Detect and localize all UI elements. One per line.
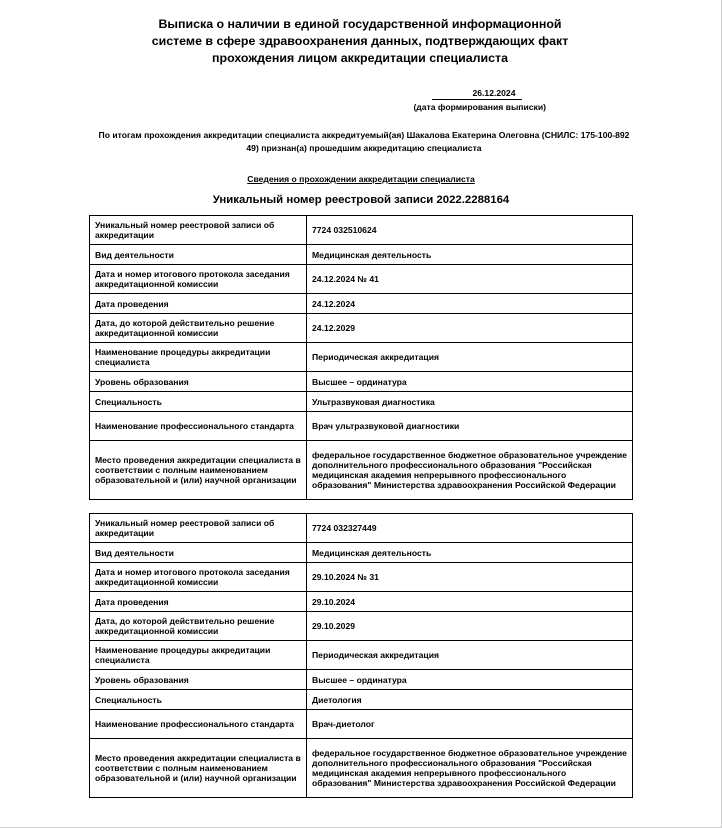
- table-row: [90, 514, 633, 543]
- table-row: [90, 441, 633, 500]
- table-row: [90, 710, 633, 739]
- row-value: Высшее – ординатура: [307, 372, 633, 392]
- row-value: Врач ультразвуковой диагностики: [307, 412, 633, 441]
- accreditation-result-text: По итогам прохождения аккредитации специалиста аккредитуемый(ая) Шакалова Екатерина Олеговна (СНИЛС: 175-100-892 49) признан(а) прошедшим аккредитацию специалиста: [98, 130, 630, 153]
- issue-date-caption: (дата формирования выписки): [413, 102, 546, 112]
- row-value: 24.12.2024 № 41: [307, 265, 633, 294]
- row-value: Медицинская деятельность: [307, 543, 633, 563]
- row-value: федеральное государственное бюджетное образовательное учреждение дополнительного профессионального образования "Российская медицинская академия непрерывного профессионального образования" Министерства здравоохранения Российской Федерации: [307, 441, 633, 500]
- row-value: Диетология: [307, 690, 633, 710]
- issue-date-block: [400, 88, 554, 112]
- row-value: Врач-диетолог: [307, 710, 633, 739]
- row-value: Высшее – ординатура: [307, 670, 633, 690]
- table-row: [90, 412, 633, 441]
- row-value: 29.10.2024: [307, 592, 633, 612]
- table-row: [90, 563, 633, 592]
- row-label: Уникальный номер реестровой записи об аккредитации: [90, 216, 307, 245]
- table-row: [90, 314, 633, 343]
- row-value: 24.12.2024: [307, 294, 633, 314]
- row-value: 29.10.2024 № 31: [307, 563, 633, 592]
- row-label: Наименование процедуры аккредитации специалиста: [90, 641, 307, 670]
- section-title: Сведения о прохождении аккредитации специалиста: [247, 174, 475, 184]
- row-label: Место проведения аккредитации специалиста в соответствии с полным наименованием образовательной и (или) научной организации: [90, 441, 307, 500]
- row-label: Место проведения аккредитации специалиста в соответствии с полным наименованием образовательной и (или) научной организации: [90, 739, 307, 798]
- row-label: Дата проведения: [90, 294, 307, 314]
- title-line: системе в сфере здравоохранения данных, подтверждающих факт: [151, 34, 569, 48]
- row-value: 24.12.2029: [307, 314, 633, 343]
- row-label: Дата проведения: [90, 592, 307, 612]
- row-label: Вид деятельности: [90, 543, 307, 563]
- table-row: [90, 612, 633, 641]
- row-label: Дата и номер итогового протокола заседания аккредитационной комиссии: [90, 265, 307, 294]
- document-title: [120, 16, 600, 67]
- table-row: [90, 294, 633, 314]
- registry-heading: Уникальный номер реестровой записи 2022.2288164: [212, 194, 510, 206]
- table-row: [90, 739, 633, 798]
- row-value: 7724 032510624: [307, 216, 633, 245]
- row-value: Периодическая аккредитация: [307, 641, 633, 670]
- row-value: Медицинская деятельность: [307, 245, 633, 265]
- row-label: Специальность: [90, 690, 307, 710]
- table-row: [90, 245, 633, 265]
- row-label: Вид деятельности: [90, 245, 307, 265]
- issue-date: 26.12.2024: [432, 88, 521, 100]
- row-label: Уровень образования: [90, 670, 307, 690]
- title-line: Выписка о наличии в единой государственной информационной: [158, 17, 562, 31]
- accreditation-record-table: [89, 215, 633, 500]
- row-label: Уникальный номер реестровой записи об аккредитации: [90, 514, 307, 543]
- table-row: [90, 216, 633, 245]
- row-label: Дата, до которой действительно решение аккредитационной комиссии: [90, 612, 307, 641]
- table-row: [90, 592, 633, 612]
- row-value: Периодическая аккредитация: [307, 343, 633, 372]
- row-value: 29.10.2029: [307, 612, 633, 641]
- row-label: Наименование профессионального стандарта: [90, 710, 307, 739]
- table-row: [90, 372, 633, 392]
- table-row: [90, 392, 633, 412]
- table-row: [90, 343, 633, 372]
- accreditation-record-table: [89, 513, 633, 798]
- table-row: [90, 543, 633, 563]
- row-label: Наименование процедуры аккредитации специалиста: [90, 343, 307, 372]
- row-value: 7724 032327449: [307, 514, 633, 543]
- row-value: Ультразвуковая диагностика: [307, 392, 633, 412]
- row-value: федеральное государственное бюджетное образовательное учреждение дополнительного профессионального образования "Российская медицинская академия непрерывного профессионального образования" Министерства здравоохранения Российской Федерации: [307, 739, 633, 798]
- table-row: [90, 670, 633, 690]
- row-label: Специальность: [90, 392, 307, 412]
- table-row: [90, 641, 633, 670]
- table-row: [90, 690, 633, 710]
- row-label: Дата, до которой действительно решение аккредитационной комиссии: [90, 314, 307, 343]
- row-label: Уровень образования: [90, 372, 307, 392]
- row-label: Наименование профессионального стандарта: [90, 412, 307, 441]
- table-row: [90, 265, 633, 294]
- row-label: Дата и номер итогового протокола заседания аккредитационной комиссии: [90, 563, 307, 592]
- title-line: прохождения лицом аккредитации специалиста: [212, 51, 508, 65]
